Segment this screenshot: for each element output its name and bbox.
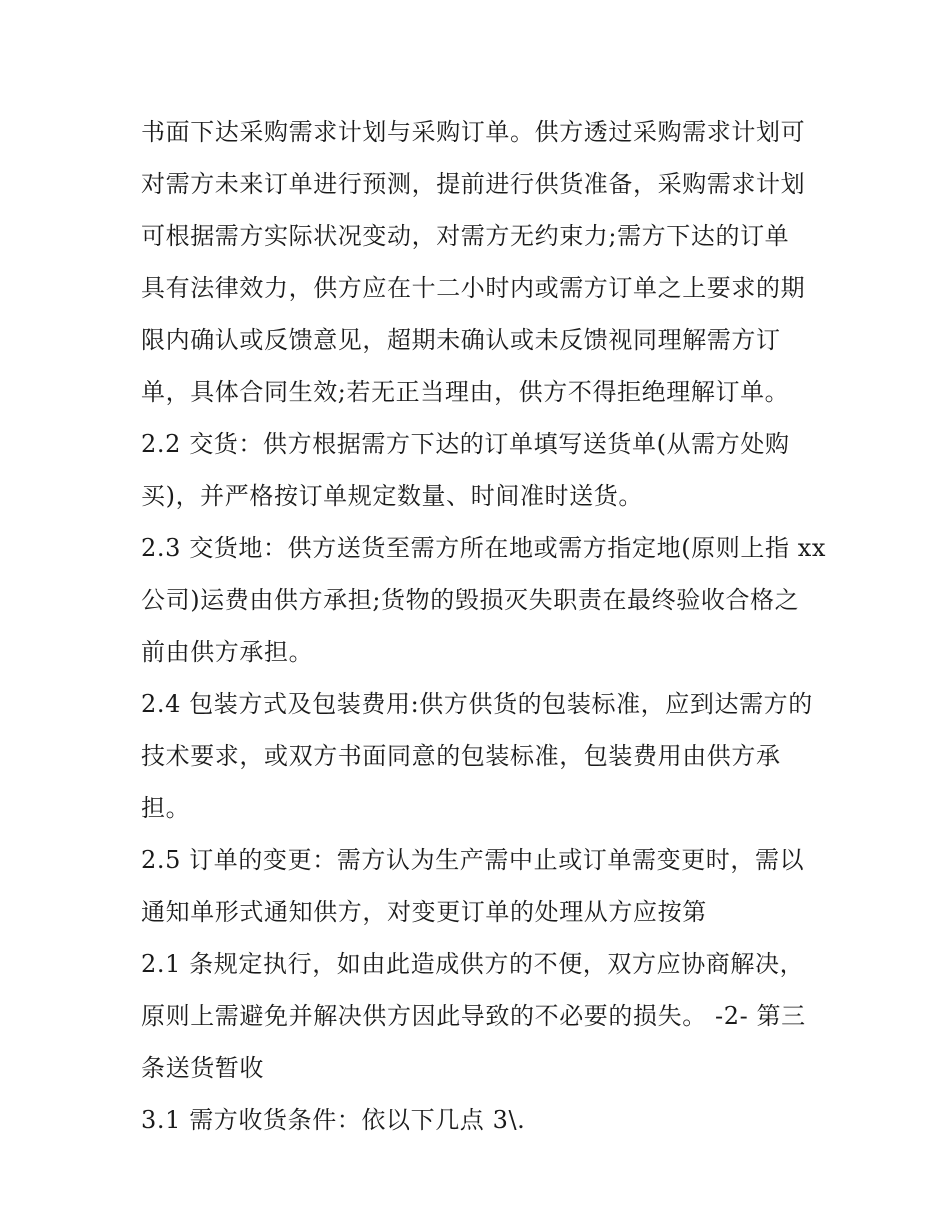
text-line: 2.2 交货：供方根据需方下达的订单填写送货单(从需方处购	[141, 430, 790, 458]
text-line: 技术要求，或双方书面同意的包装标准，包装费用由供方承	[141, 742, 781, 770]
text-line: 原则上需避免并解决供方因此导致的不必要的损失。 -2- 第三	[141, 1002, 806, 1030]
text-line: 书面下达采购需求计划与采购订单。供方透过采购需求计划可	[141, 118, 806, 146]
text-line: 2.5 订单的变更：需方认为生产需中止或订单需变更时，需以	[141, 846, 805, 874]
text-line: 担。	[141, 794, 191, 822]
text-line: 前由供方承担。	[141, 638, 314, 666]
text-line: 具有法律效力，供方应在十二小时内或需方订单之上要求的期	[141, 274, 806, 302]
text-line: 通知单形式通知供方，对变更订单的处理从方应按第	[141, 898, 707, 926]
document-body	[141, 106, 831, 1146]
text-line: 买)，并严格按订单规定数量、时间准时送货。	[141, 482, 643, 510]
text-line: 2.1 条规定执行，如由此造成供方的不便，双方应协商解决，	[141, 950, 805, 978]
text-line: 2.3 交货地：供方送货至需方所在地或需方指定地(原则上指 xx	[141, 534, 827, 562]
text-line: 2.4 包装方式及包装费用:供方供货的包装标准，应到达需方的	[141, 690, 813, 718]
text-line: 限内确认或反馈意见，超期未确认或未反馈视同理解需方订	[141, 326, 781, 354]
text-line: 单，具体合同生效;若无正当理由，供方不得拒绝理解订单。	[141, 378, 790, 406]
text-line: 条送货暂收	[141, 1054, 264, 1082]
text-line: 对需方未来订单进行预测，提前进行供货准备，采购需求计划	[141, 170, 806, 198]
text-line: 3.1 需方收货条件：依以下几点 3\.	[141, 1106, 526, 1134]
text-line: 公司)运费由供方承担;货物的毁损灭失职责在最终验收合格之	[141, 586, 800, 614]
text-line: 可根据需方实际状况变动，对需方无约束力;需方下达的订单	[141, 222, 790, 250]
